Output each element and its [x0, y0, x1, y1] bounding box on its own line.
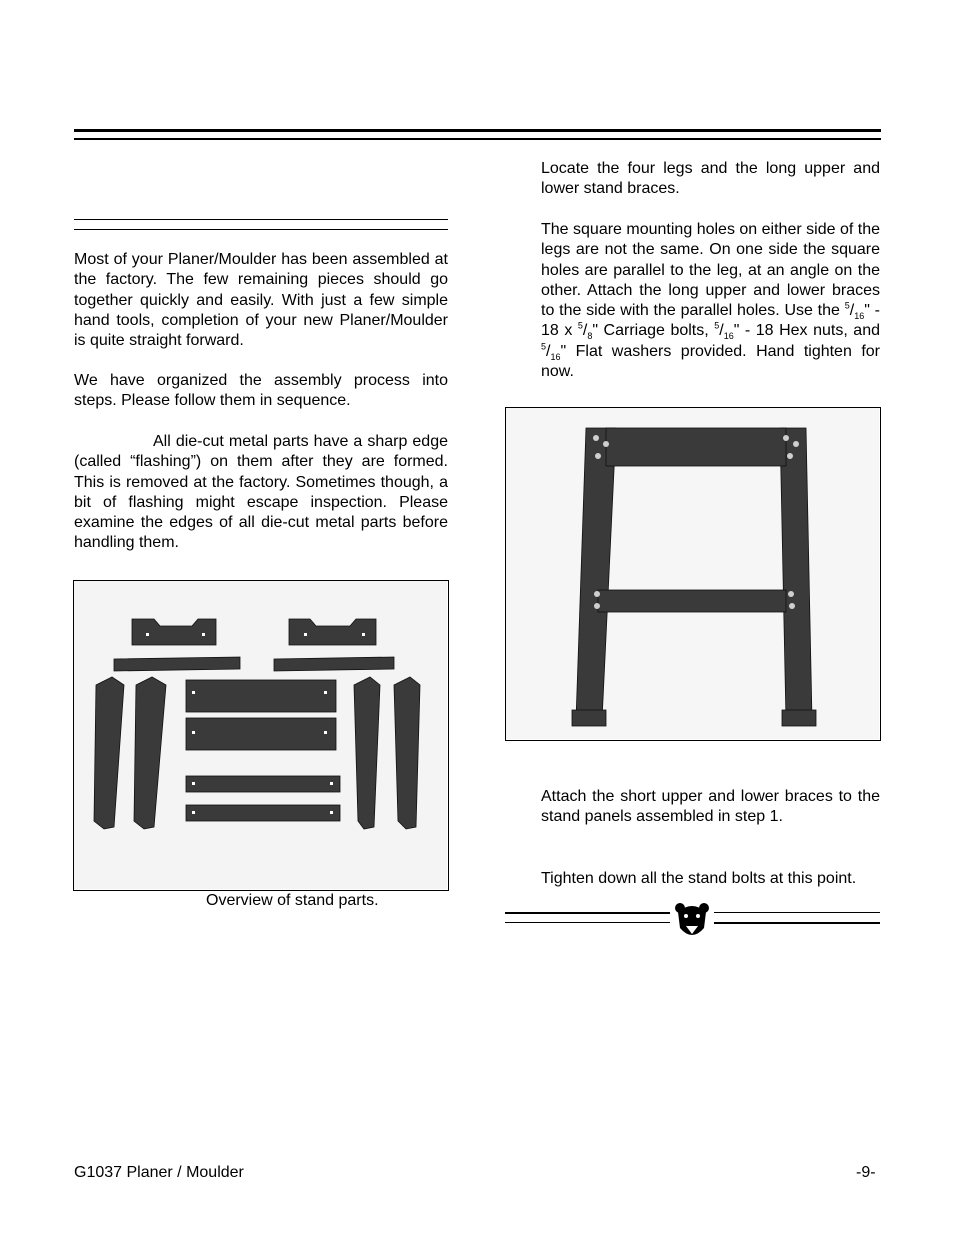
flashing-paragraph: All die-cut metal parts have a sharp edge (called “flashing”) on them after they are formed. This is removed at the factory. Sometimes though, a bit of flashing might escape inspection. Please examine the edges of all die-cut metal parts before handling them.	[74, 433, 448, 552]
section-rule-top	[74, 219, 448, 220]
footer-page-number: -9-	[856, 1164, 876, 1181]
header-rule-top	[74, 129, 881, 132]
divider-right-bottom	[714, 922, 880, 924]
stand-parts-image	[74, 581, 447, 889]
header-rule-bottom	[74, 138, 881, 140]
divider-left-top	[505, 912, 670, 914]
organized-paragraph: We have organized the assembly process into steps. Please follow them in sequence.	[74, 372, 448, 410]
step3-paragraph: Tighten down all the stand bolts at this point.	[541, 870, 857, 887]
step1-intro: Locate the four legs and the long upper and lower stand braces.	[541, 160, 880, 198]
stand-parts-figure	[73, 580, 449, 891]
divider-left-bottom	[505, 922, 670, 923]
section-rule-bottom	[74, 229, 448, 230]
stand-panel-figure	[505, 407, 881, 741]
stand-panel-image	[506, 408, 879, 739]
divider-right-top	[714, 912, 880, 913]
intro-paragraph: Most of your Planer/Moulder has been assembled at the factory. The few remaining pieces should go together quickly and easily. With just a few simple hand tools, completion of your new Planer/Moulder is quite straight forward.	[74, 251, 448, 350]
bear-logo-icon	[674, 900, 710, 940]
step2-paragraph: Attach the short upper and lower braces to the stand panels assembled in step 1.	[541, 788, 880, 826]
step1-instructions: The square mounting holes on either side of the legs are not the same. On one side the square holes are parallel to the leg, at an angle on the other. Attach the long upper and lower braces to the side with the parallel holes. Use the $^5/_{16}$" - 18 x $^5/_8$" Carriage bolts, $^5/_{16}$" - 18 Hex nuts, and $^5/_{16}$" Flat washers provided. Hand tighten for now.	[541, 221, 880, 381]
footer-model: G1037 Planer / Moulder	[74, 1164, 244, 1181]
figure-caption: Overview of stand parts.	[206, 892, 379, 909]
